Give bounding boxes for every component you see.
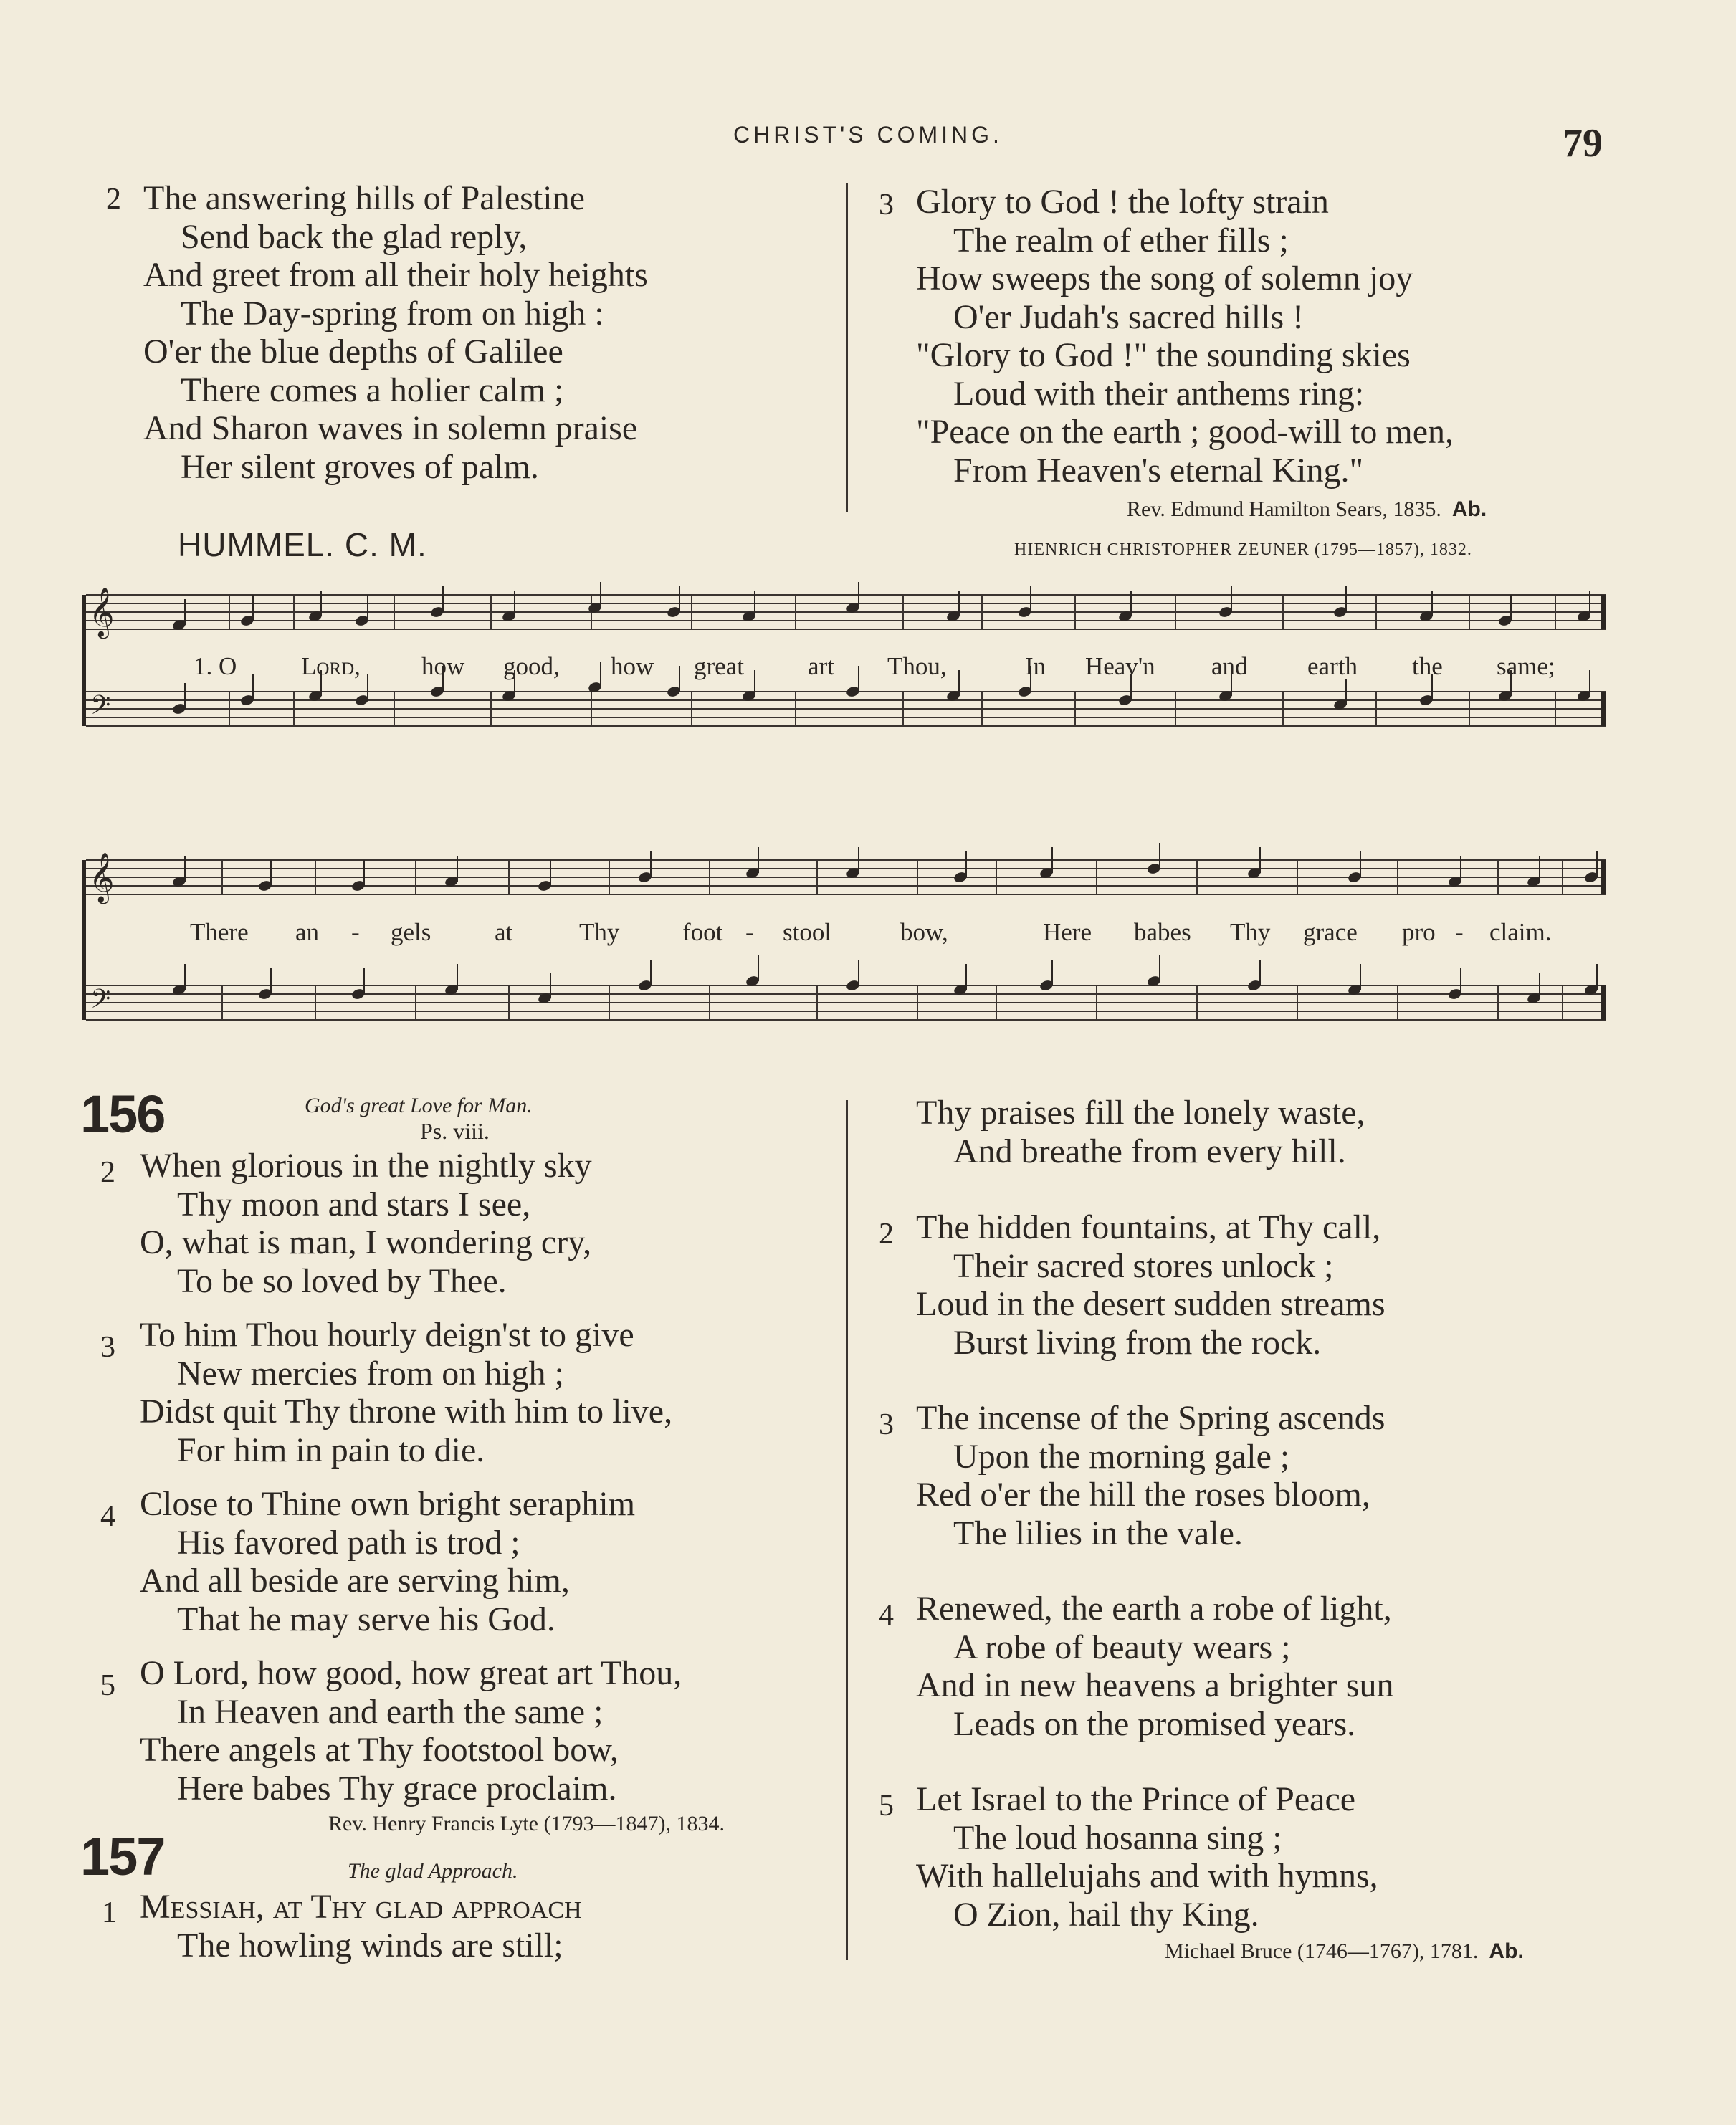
lyric-syllable: claim.: [1489, 918, 1552, 946]
key-mark: Ab.: [1451, 497, 1487, 521]
tune-name: HUMMEL. C. M.: [178, 526, 427, 563]
stanza-line: The answering hills of Palestine: [143, 179, 585, 217]
stanza-line: His favored path is trod ;: [177, 1523, 520, 1562]
lyric-syllable: pro: [1402, 918, 1436, 946]
stanza-line: There angels at Thy footstool bow,: [140, 1731, 619, 1769]
stanza-line: "Glory to God !" the sounding skies: [916, 336, 1411, 374]
lyric-syllable: how: [421, 652, 465, 680]
author-credit: [1165, 1939, 1524, 1964]
key-mark: Ab.: [1489, 1939, 1524, 1963]
lyric-syllable: gels: [391, 918, 431, 946]
stanza-line: And in new heavens a brighter sun: [916, 1666, 1394, 1704]
stanza-line: A robe of beauty wears ;: [953, 1628, 1291, 1666]
system-1-lyrics: [0, 652, 1736, 688]
stanza-line: Here babes Thy grace proclaim.: [177, 1769, 617, 1808]
hymn-number: 156: [80, 1084, 165, 1144]
stanza-line: The loud hosanna sing ;: [953, 1818, 1282, 1857]
treble-clef-icon: 𝄞: [89, 852, 115, 902]
stanza-line: Messiah, at Thy glad approach: [140, 1888, 582, 1926]
lyric-syllable: art: [808, 652, 834, 680]
stanza: [140, 1147, 592, 1300]
column-rule-bottom: [846, 1100, 848, 1960]
stanza-line: Upon the morning gale ;: [953, 1437, 1290, 1476]
lyric-syllable: -: [745, 918, 754, 946]
stanza-line: O, what is man, I wondering cry,: [140, 1223, 592, 1261]
stanza-line: The hidden fountains, at Thy call,: [916, 1208, 1381, 1246]
author-name: Michael Bruce (1746—1767), 1781.: [1165, 1939, 1479, 1963]
lyric-syllable: earth: [1307, 652, 1358, 680]
stanza-line: Glory to God ! the lofty strain: [916, 183, 1329, 221]
lyric-syllable: same;: [1497, 652, 1555, 680]
stanza-line: Thy moon and stars I see,: [177, 1185, 531, 1223]
stanza-line: To be so loved by Thee.: [177, 1261, 507, 1300]
stanza: [140, 1316, 672, 1469]
stanza: [140, 1485, 635, 1638]
stanza-line: The lilies in the vale.: [953, 1514, 1243, 1552]
stanza-number: 5: [879, 1790, 894, 1823]
lyric-syllable: babes: [1134, 918, 1191, 946]
stanza-line: Send back the glad reply,: [181, 217, 528, 256]
stanza-number: 3: [100, 1331, 115, 1364]
lyric-syllable: In: [1025, 652, 1046, 680]
stanza-line: The Day-spring from on high :: [181, 294, 604, 333]
stanza-line: Loud with their anthems ring:: [953, 374, 1365, 413]
stanza-line: From Heaven's eternal King.": [953, 451, 1364, 490]
lyric-syllable: Lord,: [301, 652, 361, 680]
stanza-line: Red o'er the hill the roses bloom,: [916, 1476, 1370, 1514]
stanza-line: Burst living from the rock.: [953, 1323, 1322, 1362]
final-bar: [1601, 692, 1606, 726]
lyric-syllable: Thy: [579, 918, 620, 946]
stanza: [140, 1654, 682, 1808]
stanza-line: Leads on the promised years.: [953, 1704, 1356, 1743]
stanza-number: 1: [102, 1896, 117, 1929]
lyric-syllable: Heav'n: [1085, 652, 1155, 680]
stanza-line: That he may serve his God.: [177, 1600, 555, 1638]
bass-clef-icon: 𝄢: [90, 984, 111, 1021]
stanza-number: 3: [879, 1408, 894, 1441]
page-number: 79: [1563, 121, 1603, 166]
lyric-syllable: Thy: [1230, 918, 1271, 946]
stanza-line: In Heaven and earth the same ;: [177, 1692, 604, 1731]
stanza-line: Their sacred stores unlock ;: [953, 1246, 1334, 1285]
stanza-line: Loud in the desert sudden streams: [916, 1285, 1386, 1323]
stanza-line: Her silent groves of palm.: [181, 447, 539, 486]
stanza-line: Renewed, the earth a robe of light,: [916, 1590, 1392, 1628]
lyric-syllable: grace: [1303, 918, 1358, 946]
system-2-lyrics: [0, 918, 1736, 954]
lyric-syllable: There: [190, 918, 249, 946]
stanza-line: With hallelujahs and with hymns,: [916, 1857, 1378, 1895]
stanza-line: And Sharon waves in solemn praise: [143, 409, 638, 447]
tune-composer: HIENRICH CHRISTOPHER ZEUNER (1795—1857), 1832.: [1014, 540, 1472, 559]
psalm-reference: Ps. viii.: [420, 1118, 490, 1144]
stanza-line: O'er Judah's sacred hills !: [953, 297, 1305, 336]
stanza-number: 2: [879, 1218, 894, 1251]
stanza-line: O'er the blue depths of Galilee: [143, 333, 563, 371]
lyric-syllable: -: [351, 918, 360, 946]
column-rule-top: [846, 183, 848, 512]
lyric-syllable: and: [1211, 652, 1248, 680]
stanza-line: O Zion, hail thy King.: [953, 1895, 1259, 1934]
stanza-line: O Lord, how good, how great art Thou,: [140, 1654, 682, 1692]
final-bar: [1601, 595, 1606, 629]
lyric-syllable: at: [495, 918, 513, 946]
stanza-line: "Peace on the earth ; good-will to men,: [916, 413, 1454, 451]
stanza-number: 5: [100, 1669, 115, 1702]
stanza-line: And greet from all their holy heights: [143, 256, 648, 294]
lyric-syllable: 1. O: [194, 652, 237, 680]
stanza-number: 4: [879, 1599, 894, 1632]
author-name: Rev. Edmund Hamilton Sears, 1835.: [1127, 497, 1441, 521]
stanza: [916, 1780, 1378, 1934]
stanza: [916, 1590, 1394, 1743]
lyric-syllable: how: [611, 652, 654, 680]
stanza-line: Thy praises fill the lonely waste,: [916, 1094, 1365, 1132]
stanza-line: The howling winds are still;: [177, 1926, 563, 1964]
lyric-syllable: -: [1455, 918, 1464, 946]
stanza-line: Let Israel to the Prince of Peace: [916, 1780, 1356, 1818]
stanza-line: How sweeps the song of solemn joy: [916, 259, 1413, 297]
stanza-top-left: [143, 179, 648, 486]
stanza: [916, 1399, 1385, 1552]
stanza-line: Didst quit Thy throne with him to live,: [140, 1393, 673, 1431]
lyric-syllable: Here: [1043, 918, 1092, 946]
stanza-number: 3: [879, 188, 894, 221]
stanza-line: Close to Thine own bright seraphim: [140, 1485, 636, 1523]
stanza-line: The realm of ether fills ;: [953, 221, 1289, 259]
stanza: [140, 1888, 582, 1964]
author-credit: Rev. Henry Francis Lyte (1793—1847), 1834.: [328, 1812, 725, 1835]
stanza-line: And all beside are serving him,: [140, 1562, 570, 1600]
lyric-syllable: good,: [503, 652, 560, 680]
stanza-line: New mercies from on high ;: [177, 1354, 564, 1393]
author-credit: [1127, 497, 1487, 522]
stanza-number: 4: [100, 1500, 115, 1533]
stanza-line: To him Thou hourly deign'st to give: [140, 1316, 634, 1354]
stanza: [916, 1208, 1386, 1362]
hymn-number: 157: [80, 1827, 165, 1886]
lyric-syllable: the: [1412, 652, 1443, 680]
stanza-line: For him in pain to die.: [177, 1431, 485, 1469]
stanza-top-right: [916, 183, 1454, 490]
stanza-line: There comes a holier calm ;: [181, 371, 564, 409]
final-bar: [1601, 860, 1606, 894]
stanza-line: When glorious in the nightly sky: [140, 1147, 592, 1185]
lyric-syllable: an: [295, 918, 320, 946]
stanza-number: 2: [106, 183, 121, 216]
lyric-syllable: great: [694, 652, 744, 680]
lyric-syllable: bow,: [900, 918, 948, 946]
hymn-title: God's great Love for Man.: [305, 1094, 533, 1117]
stanza-line: The incense of the Spring ascends: [916, 1399, 1386, 1437]
lyric-syllable: foot: [682, 918, 723, 946]
bass-clef-icon: 𝄢: [90, 690, 111, 727]
treble-clef-icon: 𝄞: [89, 587, 115, 637]
stanza-continuation: [916, 1094, 1365, 1170]
stanza-number: 2: [100, 1156, 115, 1189]
running-header: CHRIST'S COMING.: [733, 122, 1003, 148]
lyric-syllable: stool: [783, 918, 832, 946]
lyric-syllable: Thou,: [887, 652, 947, 680]
stanza-line: And breathe from every hill.: [953, 1132, 1346, 1170]
hymn-title: The glad Approach.: [348, 1859, 518, 1883]
final-bar: [1601, 985, 1606, 1020]
